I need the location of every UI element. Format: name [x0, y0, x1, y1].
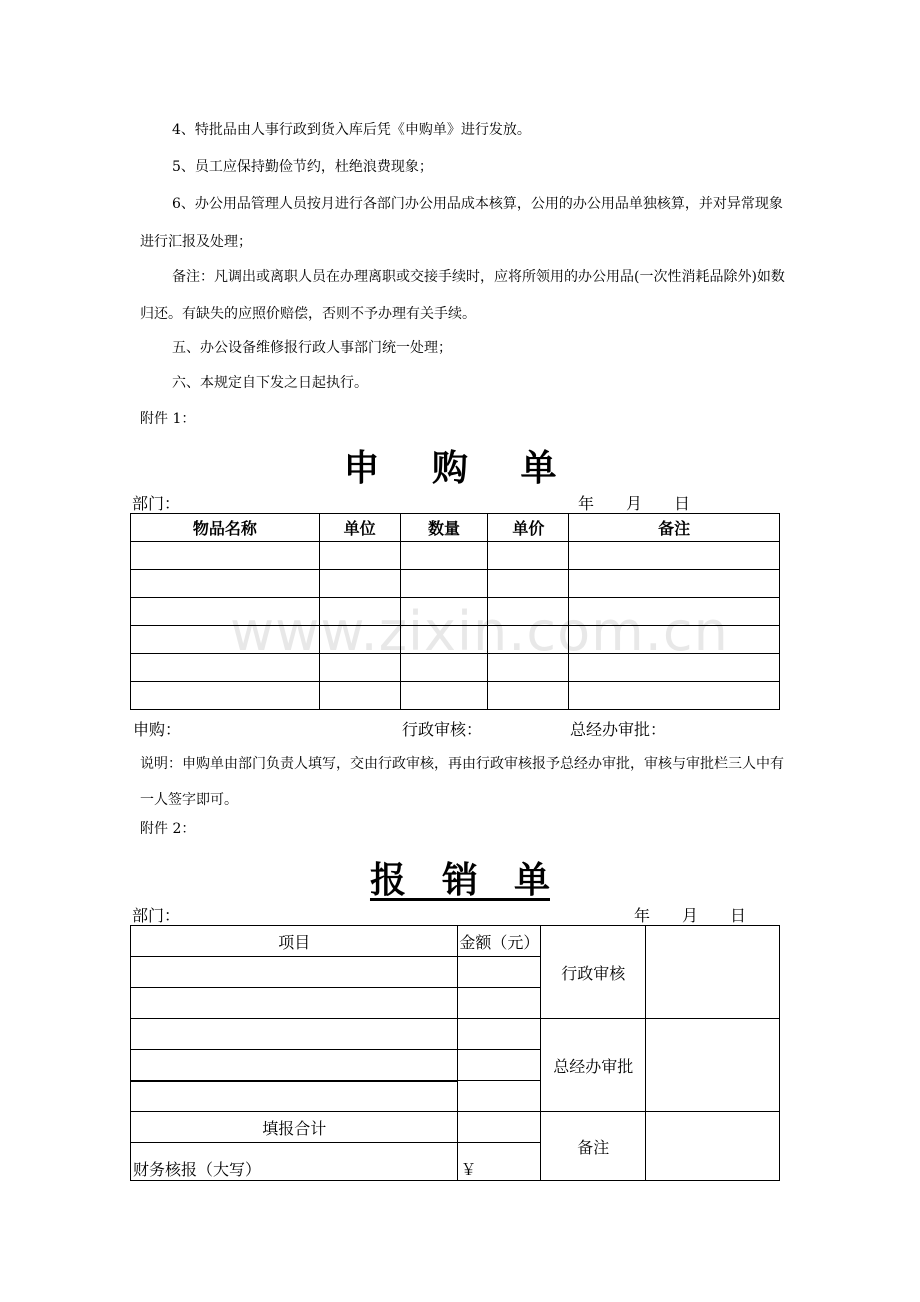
table-cell[interactable]	[488, 626, 569, 654]
table-cell[interactable]	[131, 570, 320, 598]
table-cell[interactable]	[458, 1081, 541, 1112]
table-cell[interactable]	[488, 598, 569, 626]
expense-date-label: 年 月 日	[634, 906, 747, 925]
table-row	[131, 626, 780, 654]
remark-value-cell[interactable]	[646, 1112, 780, 1181]
applicant-label: 申购：	[133, 720, 182, 739]
table-row	[131, 682, 780, 710]
attachment-1-label: 附件 1：	[140, 411, 196, 427]
gm-approval-cell: 总经办审批	[541, 1019, 646, 1112]
header-item-name: 物品名称	[131, 514, 320, 542]
table-row	[131, 654, 780, 682]
gm-approval-label: 总经办审批：	[570, 720, 667, 739]
header-unit-price: 单价	[488, 514, 569, 542]
expense-table	[130, 925, 780, 1181]
table-cell[interactable]	[569, 542, 780, 570]
table-row	[131, 598, 780, 626]
table-cell[interactable]	[131, 598, 320, 626]
table-cell[interactable]	[569, 626, 780, 654]
table-cell[interactable]	[569, 570, 780, 598]
item-header: 项目	[131, 926, 458, 957]
table-cell[interactable]	[458, 1019, 541, 1050]
paragraph-remark: 备注：凡调出或离职人员在办理离职或交接手续时，应将所领用的办公用品(一次性消耗品除外)如数归还。有缺失的应照价赔偿，否则不予办理有关手续。	[140, 269, 785, 322]
table-cell[interactable]	[319, 626, 400, 654]
table-cell[interactable]	[131, 654, 320, 682]
admin-review-label: 行政审核：	[402, 720, 483, 739]
table-cell[interactable]	[569, 654, 780, 682]
finance-label: 财务核报（大写）	[131, 1143, 458, 1181]
table-row	[131, 570, 780, 598]
gm-approval-sign-cell[interactable]	[646, 1019, 780, 1112]
purchase-form-title: 申 购 单	[343, 448, 577, 489]
table-cell[interactable]	[569, 598, 780, 626]
table-cell[interactable]	[400, 542, 488, 570]
table-cell[interactable]	[319, 598, 400, 626]
table-cell[interactable]	[319, 570, 400, 598]
table-cell[interactable]	[488, 682, 569, 710]
admin-review-cell: 行政审核	[541, 926, 646, 1019]
currency-symbol: ￥	[458, 1143, 541, 1181]
paragraph-six: 六、本规定自下发之日起执行。	[172, 375, 368, 391]
attachment-2-label: 附件 2：	[140, 821, 196, 837]
table-cell[interactable]	[131, 957, 458, 988]
table-cell[interactable]	[400, 654, 488, 682]
table-cell[interactable]	[319, 682, 400, 710]
paragraph-five: 五、办公设备维修报行政人事部门统一处理；	[172, 340, 452, 356]
header-quantity: 数量	[400, 514, 488, 542]
table-row	[131, 542, 780, 570]
table-cell[interactable]	[131, 682, 320, 710]
paragraph-6: 6、办公用品管理人员按月进行各部门办公用品成本核算，公用的办公用品单独核算，并对异常现象进行汇报及处理；	[140, 196, 783, 250]
header-unit: 单位	[319, 514, 400, 542]
table-cell[interactable]	[488, 570, 569, 598]
table-cell[interactable]	[488, 542, 569, 570]
total-label: 填报合计	[131, 1112, 458, 1143]
paragraph-4: 4、特批品由人事行政到货入库后凭《申购单》进行发放。	[172, 122, 531, 138]
purchase-header-row	[131, 514, 780, 542]
table-cell[interactable]	[319, 542, 400, 570]
table-cell[interactable]	[131, 1081, 458, 1112]
table-cell[interactable]	[458, 988, 541, 1019]
table-cell[interactable]	[319, 654, 400, 682]
table-cell[interactable]	[400, 570, 488, 598]
expense-dept-label: 部门：	[132, 906, 181, 925]
purchase-table	[130, 513, 780, 710]
table-row	[131, 1019, 780, 1050]
expense-form-title: 报 销 单	[369, 860, 550, 901]
purchase-note: 说明：申购单由部门负责人填写，交由行政审核，再由行政审核报予总经办审批，审核与审批栏三人中有一人签字即可。	[140, 756, 784, 808]
admin-review-sign-cell[interactable]	[646, 926, 780, 1019]
purchase-dept-label: 部门：	[132, 494, 181, 513]
table-cell[interactable]	[131, 1019, 458, 1050]
header-remark: 备注	[569, 514, 780, 542]
total-amount-cell[interactable]	[458, 1112, 541, 1143]
table-cell[interactable]	[488, 654, 569, 682]
table-cell[interactable]	[131, 988, 458, 1019]
table-cell[interactable]	[569, 682, 780, 710]
table-cell[interactable]	[131, 1050, 458, 1081]
table-cell[interactable]	[400, 682, 488, 710]
table-cell[interactable]	[400, 626, 488, 654]
paragraph-5: 5、员工应保持勤俭节约，杜绝浪费现象；	[172, 159, 433, 175]
watermark: www.zixin.com.cn	[230, 600, 729, 663]
table-cell[interactable]	[400, 598, 488, 626]
table-cell[interactable]	[458, 1050, 541, 1081]
table-cell[interactable]	[131, 542, 320, 570]
table-cell[interactable]	[458, 957, 541, 988]
amount-header: 金额（元）	[458, 926, 541, 957]
purchase-date-label: 年 月 日	[578, 494, 691, 513]
table-cell[interactable]	[131, 626, 320, 654]
remark-cell: 备注	[541, 1112, 646, 1181]
